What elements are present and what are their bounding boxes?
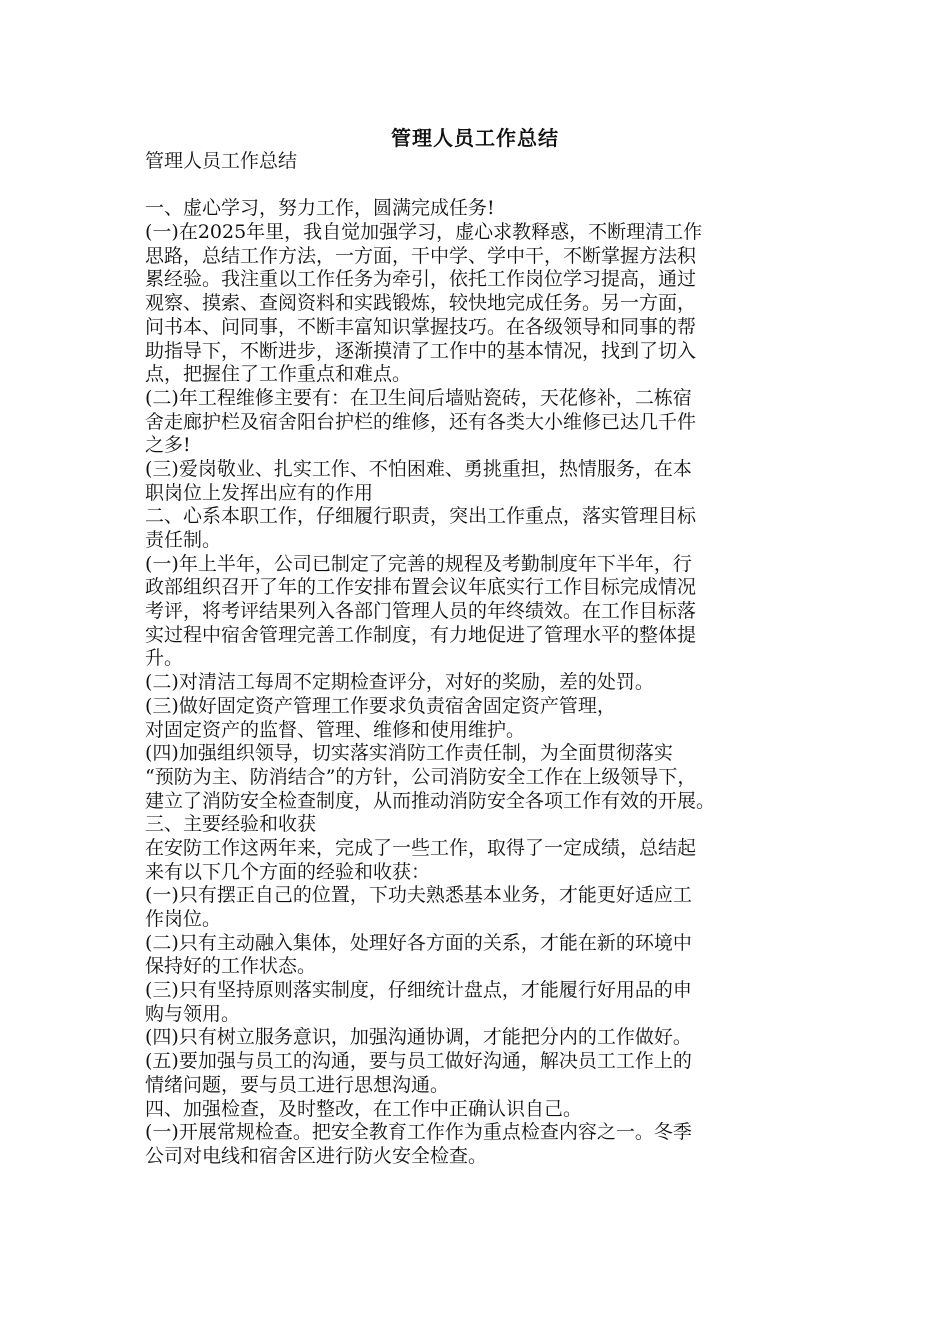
- text-line: 职岗位上发挥出应有的作用: [145, 481, 374, 504]
- text-line: 考评，将考评结果列入各部门管理人员的年终绩效。在工作目标落: [145, 600, 697, 623]
- text-line: 四、加强检查，及时整改，在工作中正确认识自己。: [145, 1097, 583, 1120]
- text-line: 政部组织召开了年的工作安排布置会议年底实行工作目标完成情况: [145, 576, 697, 599]
- text-line: 情绪问题，要与员工进行思想沟通。: [145, 1073, 450, 1096]
- text-line: 来有以下几个方面的经验和收获：: [145, 860, 431, 883]
- text-line: (五)要加强与员工的沟通，要与员工做好沟通，解决员工工作上的: [145, 1050, 692, 1073]
- text-line: (二)对清洁工每周不定期检查评分，对好的奖励，差的处罚。: [145, 671, 654, 694]
- text-line: (四)加强组织领导，切实落实消防工作责任制，为全面贯彻落实: [145, 742, 673, 765]
- text-line: 保持好的工作状态。: [145, 955, 317, 978]
- text-line: 助指导下，不断进步，逐渐摸清了工作中的基本情况，找到了切入: [145, 339, 697, 362]
- text-line: 问书本、问同事，不断丰富知识掌握技巧。在各级领导和同事的帮: [145, 315, 697, 338]
- text-line: “预防为主、防消结合”的方针，公司消防安全工作在上级领导下，: [145, 765, 697, 788]
- text-line: 三、主要经验和收获: [145, 813, 317, 836]
- text-line: (四)只有树立服务意识，加强沟通协调，才能把分内的工作做好。: [145, 1026, 692, 1049]
- text-line: 建立了消防安全检查制度，从而推动消防安全各项工作有效的开展。: [145, 789, 716, 812]
- text-line: (一)在2025年里，我自觉加强学习，虚心求教释惑，不断理清工作: [145, 221, 703, 244]
- text-line: 舍走廊护栏及宿舍阳台护栏的维修，还有各类大小维修已达几千件: [145, 410, 697, 433]
- document-body: [145, 150, 805, 1169]
- text-line: (三)做好固定资产管理工作要求负责宿舍固定资产管理，: [145, 694, 616, 717]
- document-title: 管理人员工作总结: [391, 126, 559, 150]
- text-line: 责任制。: [145, 529, 222, 551]
- text-line: 二、心系本职工作，仔细履行职责，突出工作重点，落实管理目标: [145, 505, 697, 528]
- text-line: 实过程中宿舍管理完善工作制度，有力地促进了管理水平的整体提: [145, 623, 697, 646]
- text-line: 点，把握住了工作重点和难点。: [145, 363, 412, 386]
- text-line: (一)开展常规检查。把安全教育工作作为重点检查内容之一。冬季: [145, 1121, 692, 1144]
- text-line: (一)年上半年，公司已制定了完善的规程及考勤制度年下半年，行: [145, 552, 692, 575]
- text-line: 一、虚心学习，努力工作，圆满完成任务!: [145, 197, 495, 220]
- text-line: 管理人员工作总结: [145, 150, 298, 172]
- text-line: (二)只有主动融入集体，处理好各方面的关系，才能在新的环境中: [145, 931, 692, 954]
- text-line: 之多!: [145, 434, 191, 457]
- text-line: (三)爱岗敬业、扎实工作、不怕困难、勇挑重担，热情服务，在本: [145, 457, 692, 480]
- text-line: 升。: [145, 647, 184, 670]
- text-line: 作岗位。: [145, 908, 222, 930]
- text-line: 观察、摸索、查阅资料和实践锻炼，较快地完成任务。另一方面，: [145, 292, 697, 315]
- text-line: 公司对电线和宿舍区进行防火安全检查。: [145, 1144, 488, 1167]
- blank-line: [145, 174, 805, 198]
- text-line: 对固定资产的监督、管理、维修和使用维护。: [145, 718, 526, 741]
- text-line: 累经验。我注重以工作任务为牵引，依托工作岗位学习提高，通过: [145, 268, 697, 291]
- text-line: (一)只有摆正自己的位置，下功夫熟悉基本业务，才能更好适应工: [145, 884, 692, 907]
- text-line: 购与领用。: [145, 1002, 241, 1025]
- text-line: 思路，总结工作方法，一方面，干中学、学中干，不断掌握方法积: [145, 244, 697, 267]
- text-line: (三)只有坚持原则落实制度，仔细统计盘点，才能履行好用品的申: [145, 979, 692, 1002]
- text-line: 在安防工作这两年来，完成了一些工作，取得了一定成绩，总结起: [145, 836, 697, 859]
- text-line: (二)年工程维修主要有：在卫生间后墙贴瓷砖，天花修补，二栋宿: [145, 386, 692, 409]
